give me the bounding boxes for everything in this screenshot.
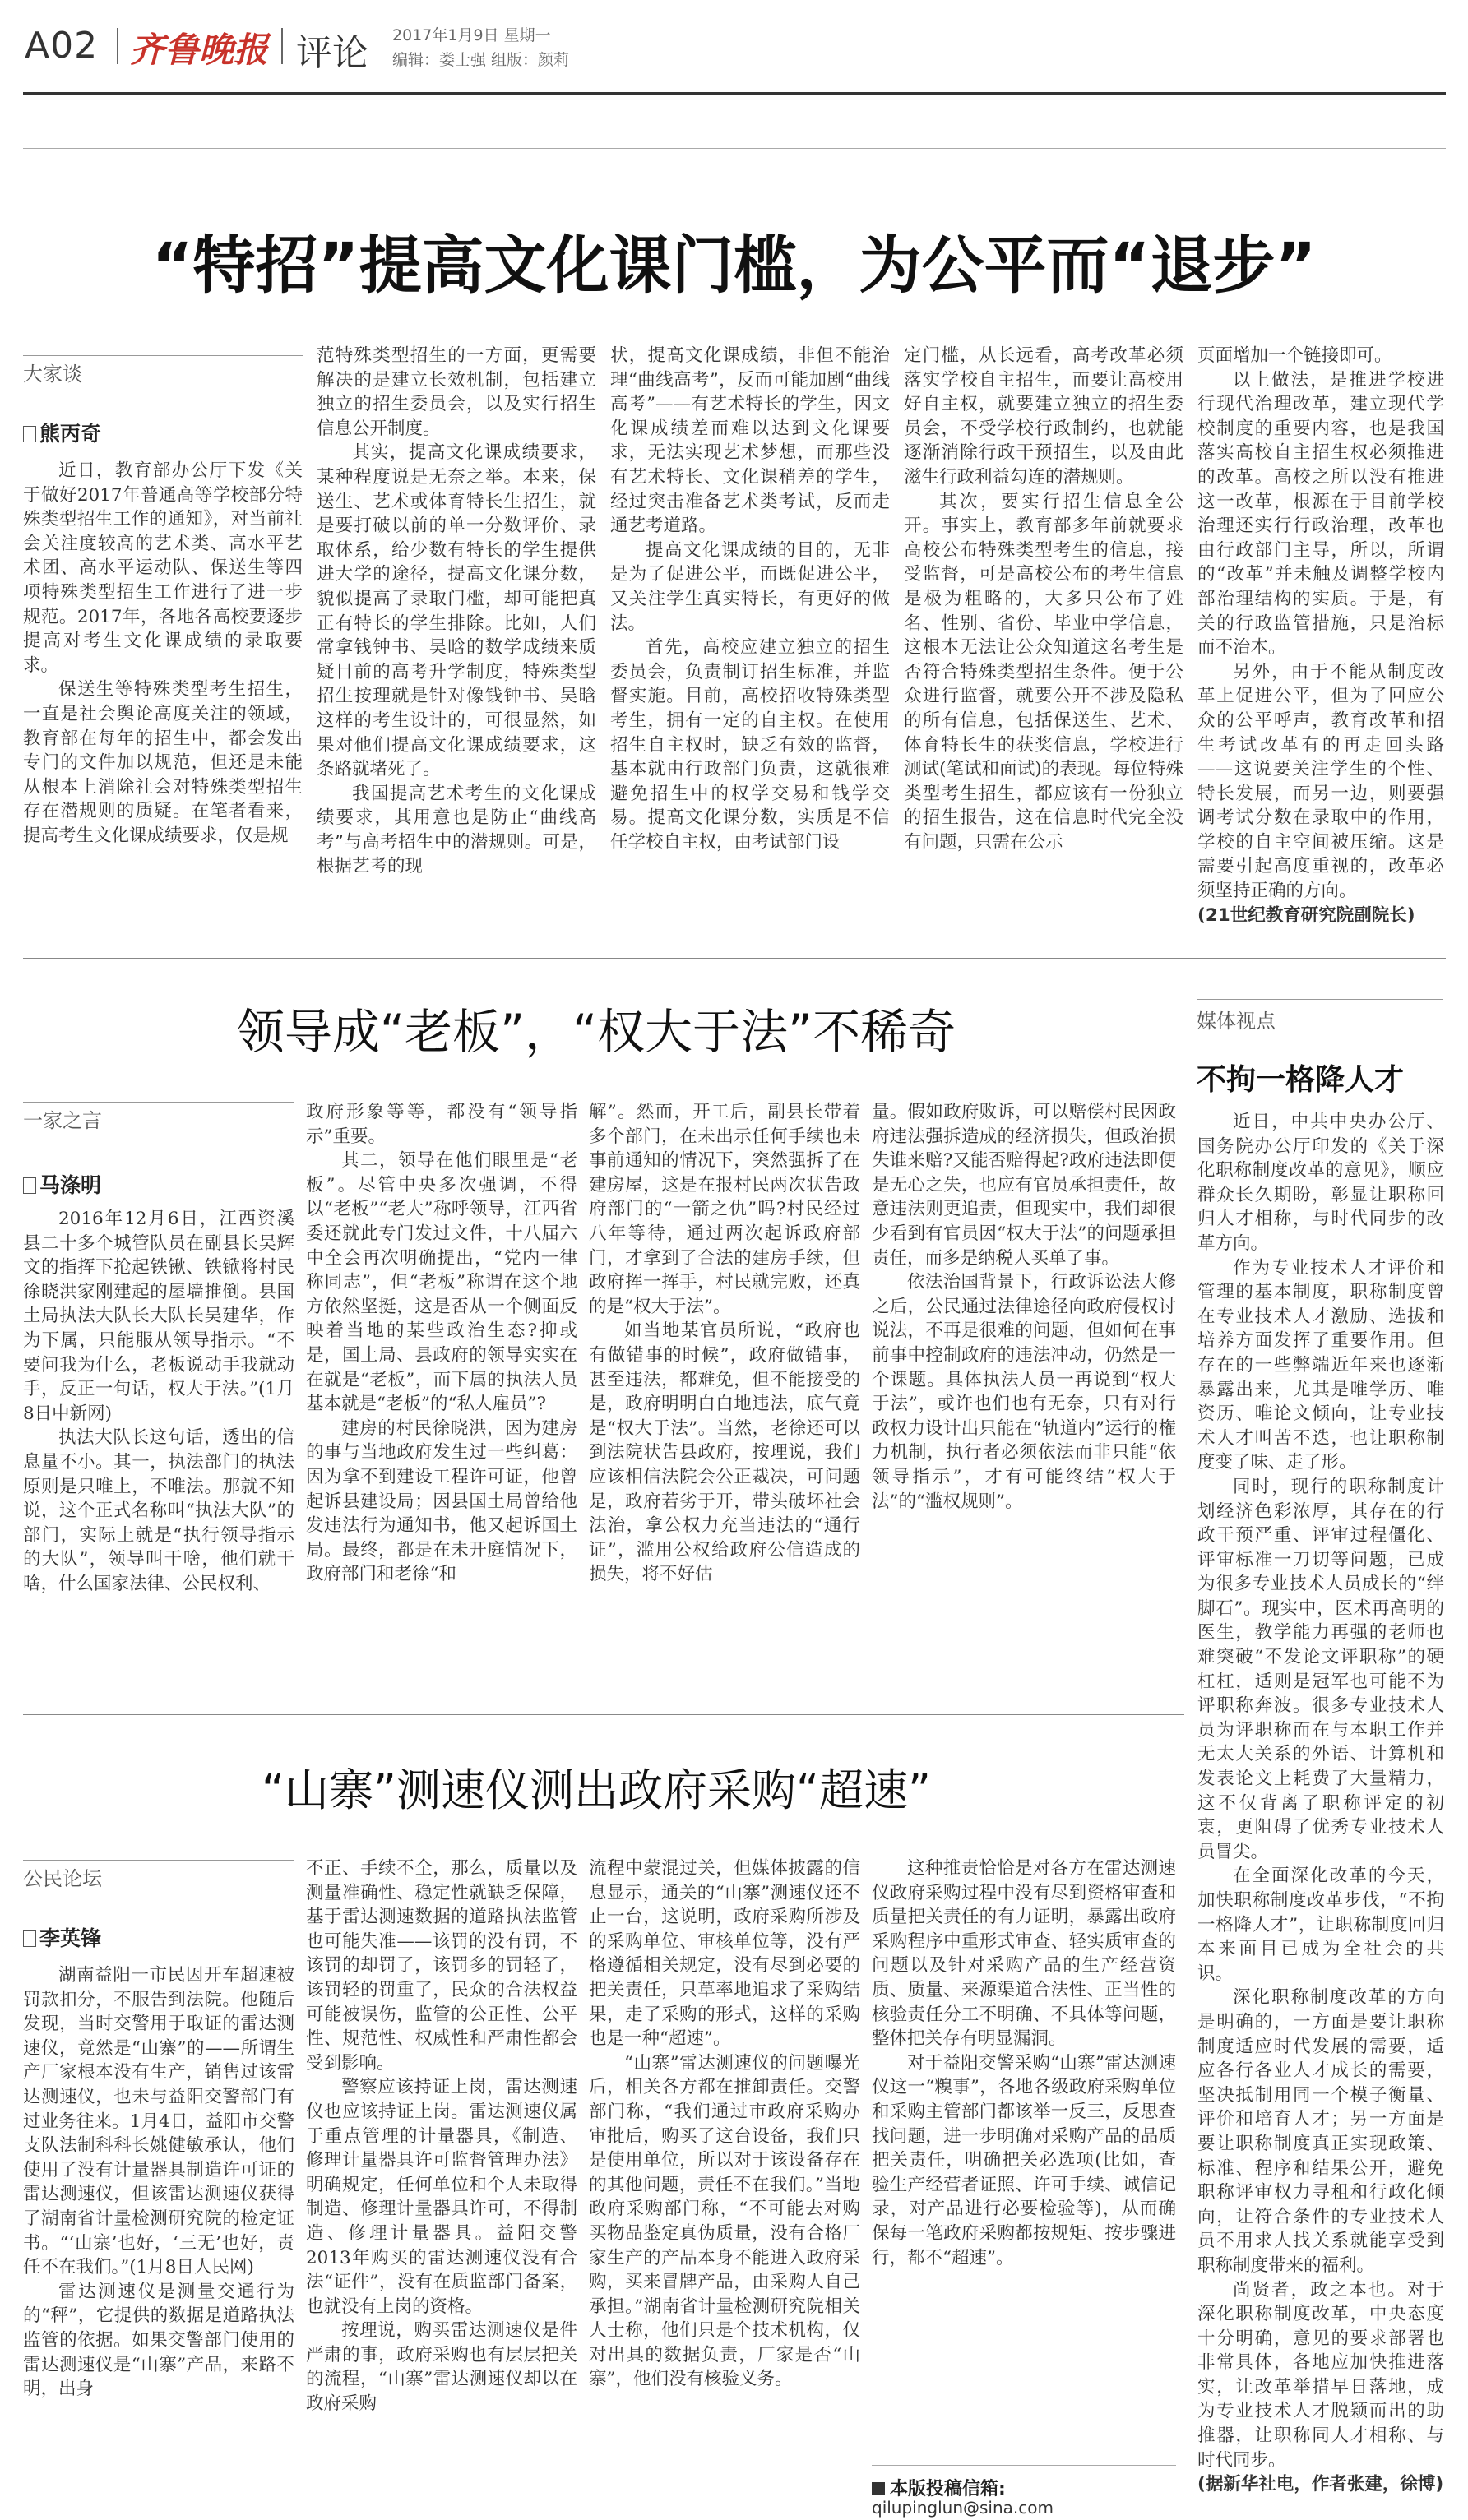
article-title: 领导成“老板”，“权大于法”不稀奇 (236, 1004, 956, 1060)
paragraph: 其二，领导在他们眼里是“老板”。尽管中央多次强调，不得以“老板”“老大”称呼领导，江西省委还就此专门发过文件，十八届六中全会再次明确提出，“党内一律称同志”，但“老板”称谓在这个地方依然坚挺，这是否从一个侧面反映着当地的某些政治生态?抑或是，国土局、县政府的领导实实在在就是“老板”，而下属的执法人员基本就是“老板”的“私人雇员”? (306, 1150, 577, 1415)
article-column (317, 344, 596, 936)
column-name: 一家之言 (23, 1102, 294, 1133)
paragraph: 定门槛，从长远看，高考改革必须落实学校自主招生，而要让高校用好自主权，就要建立独立的招生委员会，不受学校行政制约，也就能逐渐消除行政干预招生，以及由此滋生行政利益勾连的潜规则。 (904, 345, 1183, 488)
paragraph: 对于益阳交警采购“山寨”雷达测速仪这一“糗事”，各地各级政府采购单位和采购主管部门都该举一反三，反思查找问题，进一步明确对采购产品的品质把关责任，明确把关必选项(比如，查验生产经营者证照、许可手续、诚信记录，对产品进行必要检验等)，从而确保每一笔政府采购都按规矩、按步骤进行，都不“超速”。 (872, 2052, 1176, 2268)
article-column (306, 1100, 577, 1700)
top-rule (23, 148, 1446, 149)
article-column (306, 1856, 577, 2506)
paragraph: 2016年12月6日，江西资溪县二十多个城管队员在副县长吴辉文的指挥下抢起铁锹、铁锨将村民徐晓洪家刚建起的屋墙推倒。县国土局执法大队长大队长吴建华，作为下属，只能服从领导指示。“不要问我为什么，老板说动手我就动手，反正一句话，权大于法。”(1月8日中新网) (23, 1209, 294, 1424)
paragraph: 湖南益阳一市民因开车超速被罚款扣分，不服告到法院。他随后发现，当时交警用于取证的雷达测速仪，竟然是“山寨”的——所谓生产厂家根本没有生产，销售过该雷达测速仪，也未与益阳交警部门有过业务往来。1月4日，益阳市交警支队法制科科长姚健敏承认，他们使用了没有计量器具制造许可证的雷达测速仪，但该雷达测速仪获得了湖南省计量检测研究院的检定证书。“‘山寨’也好，‘三无’也好，责任不在我们。”(1月8日人民网) (23, 1965, 294, 2278)
paragraph: 范特殊类型招生的一方面，更需要解决的是建立长效机制，包括建立独立的招生委员会，以及实行招生信息公开制度。 (317, 345, 596, 439)
newspaper-logo: 齐鲁晚报 (130, 30, 269, 70)
column-name: 大家谈 (23, 355, 303, 386)
paragraph: 雷达测速仪是测量交通行为的“秤”，它提供的数据是道路执法监管的依据。如果交警部门使用的雷达测速仪是“山寨”产品，来路不明，出身 (23, 2281, 294, 2400)
submission-label (872, 2475, 1006, 2500)
author-name: 李英锋 (23, 1922, 101, 1952)
footer-rule (872, 2465, 1176, 2466)
section-rule (23, 958, 1446, 959)
article-title: “特招”提高文化课门槛，为公平而“退步” (151, 229, 1317, 302)
article-column (1197, 1110, 1444, 2508)
paragraph: 尚贤者，政之本也。对于深化职称制度改革，中央态度十分明确，意见的要求部署也非常具体，各地应加快推进落实，让改革举措早日落地，成为专业技术人才脱颖而出的助推器，让职称同人才相称、与时代同步。 (1197, 2279, 1444, 2471)
article-column (23, 459, 303, 936)
paragraph: 如当地某官员所说，“政府也有做错事的时候”，政府做错事，甚至违法，都难免，但不能接受的是，政府明明白白地违法，底气竟是“权大于法”。当然，老徐还可以到法院状告县政府，按理说，我们应该相信法院会公正裁决，可问题是，政府若劣于开，带头破坏社会法治，拿公权力充当违法的“通行证”，滥用公权给政府公信造成的损失，将不好估 (589, 1320, 860, 1585)
paragraph: 建房的村民徐晓洪，因为建房的事与当地政府发生过一些纠葛：因为拿不到建设工程许可证，他曾起诉县建设局；因县国土局曾给他发违法行为通知书，他又起诉国土局。最终，都是在未开庭情况下，政府部门和老徐“和 (306, 1417, 577, 1585)
author-affiliation: (21世纪教育研究院副院长) (1197, 904, 1415, 926)
column-name: 媒体视点 (1197, 999, 1443, 1033)
section-rule (23, 1714, 1184, 1715)
author-name: 马涤明 (23, 1169, 101, 1199)
paragraph: 依法治国背景下，行政诉讼法大修之后，公民通过法律途径向政府侵权讨说法，不再是很难的问题，但如何在事前事中控制政府的违法冲动，仍然是一个课题。具体执法人员一再说到“权大于法”，或许也们也有无奈，只有对行政权力设计出只能在“轨道内”运行的権力机制，执行者必须依法而非只能“依领导指示”，才有可能终结“权大于法”的“滥权规则”。 (872, 1272, 1176, 1512)
paragraph: 作为专业技术人才评价和管理的基本制度，职称制度曾在专业技术人才激励、选拔和培养方面发挥了重要作用。但存在的一些弊端近年来也逐渐暴露出来，尤其是唯学历、唯资历、唯论文倾向，让专业技术人才叫苦不迭，也让职称制度变了味、走了形。 (1197, 1257, 1444, 1473)
header-divider (117, 28, 118, 64)
article-column (872, 1856, 1176, 2457)
paragraph: 量。假如政府败诉，可以赔偿村民因政府违法强拆造成的经济损失，但政治损失谁来赔?又能否赔得起?政府违法即便是无心之失，也应有官员承担责任，故意违法则更追责，但现实中，我们却很少看到有官员因“权大于法”的问题承担责任，而多是纳税人买单了事。 (872, 1102, 1176, 1269)
paragraph: 近日，教育部办公厅下发《关于做好2017年普通高等学校部分特殊类型招生工作的通知》，对当前社会关注度较高的艺术类、高水平艺术团、高水平运动队、保送生等四项特殊类型招生工作进行了进一步规范。2017年，各地各高校要逐步提高对考生文化课成绩的录取要求。 (23, 460, 303, 676)
article-column (23, 1963, 294, 2506)
paragraph: 政府形象等等，都没有“领导指示”重要。 (306, 1102, 577, 1147)
paragraph: 执法大队长这句话，透出的信息量不小。其一，执法部门的执法原则是只唯上，不唯法。那就不知说，这个正式名称叫“执法大队”的部门，实际上就是“执行领导指示的大队”，领导叫干啥，他们就干啥，什么国家法律、公民权利、 (23, 1427, 294, 1594)
paragraph: 保送生等特殊类型考生招生，一直是社会舆论高度关注的领域，教育部在每年的招生中，都会发出专门的文件加以规范，但还是未能从根本上消除社会对特殊类型招生存在潜规则的质疑。在笔者看来，提高考生文化课成绩要求，仅是规 (23, 679, 303, 846)
article-title: “山寨”测速仪测出政府采购“超速” (262, 1764, 931, 1816)
article-column (23, 1207, 294, 1700)
paragraph: 首先，高校应建立独立的招生委员会，负责制订招生标准，并监督实施。目前，高校招收特殊类型考生，拥有一定的自主权。在使用招生自主权时，缺乏有效的监督，基本就由行政部门负责，这就很难避免招生中的权学交易和钱学交易。提高文化课分数，实质是不信任学校自主权，由考试部门设 (610, 637, 890, 853)
paragraph: 在全面深化改革的今天，加快职称制度改革步伐，“不拘一格降人才”，让职称制度回归本来面目已成为全社会的共识。 (1197, 1866, 1444, 1984)
article-column (904, 344, 1183, 936)
paragraph: 提高文化课成绩的目的，无非是为了促进公平，而既促进公平，又关注学生真实特长，有更好的做法。 (610, 539, 890, 634)
source-credit: (据新华社电，作者张建，徐博) (1197, 2474, 1444, 2495)
article-title: 不拘一格降人才 (1197, 1063, 1405, 1097)
paragraph: 其次，要实行招生信息全公开。事实上，教育部多年前就要求高校公布特殊类型考生的信息，接受监督，可是高校公布的考生信息是极为粗略的，大多只公布了姓名、性别、省份、毕业中学信息，这根本无法让公众知道这名考生是否符合特殊类型招生条件。便于公众进行监督，就要公开不涉及隐私的所有信息，包括保送生、艺术、体育特长生的获奖信息，学校进行测试(笔试和面试)的表现。每位特殊类型考生招生，都应该有一份独立的招生报告，这在信息时代完全没有问题，只需在公示 (904, 491, 1183, 853)
paragraph: 这种推责恰恰是对各方在雷达测速仪政府采购过程中没有尽到资格审查和质量把关责任的有力证明，暴露出政府采购程序中重形式审查、轻实质审查的问题以及针对采购产品的生产经营资质、质量、来源渠道合法性、正当性的核验责任分工不明确、不具体等问题，整体把关存有明显漏洞。 (872, 1858, 1176, 2050)
paragraph: 状，提高文化课成绩，非但不能治理“曲线高考”，反而可能加剧“曲线高考”——有艺术特长的学生，因文化课成绩差而难以达到文化课要求，无法实现艺术梦想，而那些没有艺术特长、文化课稍差的学生，经过突击准备艺术类考试，反而走通艺考道路。 (610, 345, 890, 537)
header-rule (23, 92, 1446, 95)
paragraph: 同时，现行的职称制度计划经济色彩浓厚，其存在的行政干预严重、评审过程僵化、评审标准一刀切等问题，已成为很多专业技术人员成长的“绊脚石”。现实中，医术再高明的医生，教学能力再强的老师也难突破“不发论文评职称”的硬杠杠，适则是冠军也可能不为评职称奔波。很多专业技术人员为评职称而在与本职工作并无太大关系的外语、计算机和发表论文上耗费了大量精力，这不仅背离了职称评定的初衷，更阻碍了优秀专业技术人员冒尖。 (1197, 1476, 1444, 1862)
section-name: 评论 (296, 32, 368, 74)
paragraph: “山寨”雷达测速仪的问题曝光后，相关各方都在推卸责任。交警部门称，“我们通过市政府采购办审批后，购买了这台设备，我们只是使用单位，所以对于该设备存在的其他问题，责任不在我们。”当地政府采购部门称，“不可能去对购买物品鉴定真伪质量，没有合格厂家生产的产品本身不能进入政府采购，买来冒牌产品，由采购人自己承担。”湖南省计量检测研究院相关人士称，他们只是个技术机构，仅对出具的数据负责，厂家是否“山寨”，他们没有核验义务。 (589, 2052, 860, 2390)
author-name: 熊丙奇 (23, 418, 101, 447)
paragraph: 以上做法，是推进学校进行现代治理改革，建立现代学校制度的重要内容，也是我国落实高校自主招生权必须推进的改革。高校之所以没有推进这一改革，根源在于目前学校治理还实行行政治理，改革也由行政部门主导，所以，所谓的“改革”并未触及调整学校内部治理结构的实质。于是，有关的行政监管措施，只是治标而不治本。 (1197, 369, 1444, 659)
paragraph: 按理说，购买雷达测速仪是件严肃的事，政府采购也有层层把关的流程，“山寨”雷达测速仪却以在政府采购 (306, 2320, 577, 2415)
square-bullet-icon (872, 2482, 885, 2495)
page-number: A02 (25, 25, 99, 67)
paragraph: 流程中蒙混过关，但媒体披露的信息显示，通关的“山寨”测速仪还不止一台，这说明，政府采购所涉及的采购单位、审核单位等，没有严格遵循相关规定，没有尽到必要的把关责任，只草率地追求了采购结果，走了采购的形式，这样的采购也是一种“超速”。 (589, 1858, 860, 2050)
header-divider (281, 28, 283, 64)
column-name: 公民论坛 (23, 1860, 294, 1891)
issue-date: 2017年1月9日 星期一 (392, 26, 551, 44)
paragraph: 不正、手续不全，那么，质量以及测量准确性、稳定性就缺乏保障，基于雷达测速数据的道路执法监管也可能失准——该罚的没有罚，不该罚的却罚了，该罚多的罚轻了，该罚轻的罚重了，民众的合法权益可能被误伤，监管的公正性、公平性、规范性、权威性和严肃性都会受到影响。 (306, 1858, 577, 2074)
editor-credits: 编辑：娄士强 组版：颜莉 (392, 51, 570, 69)
article-column (589, 1100, 860, 1700)
article-column (872, 1100, 1176, 1700)
paragraph: 页面增加一个链接即可。 (1197, 345, 1392, 366)
article-column (589, 1856, 860, 2506)
paragraph: 另外，由于不能从制度改革上促进公平，但为了回应公众的公平呼声，教育改革和招生考试改革有的再走回头路——这说要关注学生的个性、特长发展，而另一边，则要强调考试分数在录取中的作用，学校的自主空间被压缩。这是需要引起高度重视的，改革必须坚持正确的方向。 (1197, 661, 1444, 902)
article-column (610, 344, 890, 936)
paragraph: 深化职称制度改革的方向是明确的，一方面是要让职称制度适应时代发展的需要，适应各行各业人才成长的需要，坚决抵制用同一个模子衡量、评价和培育人才；另一方面是要让职称制度真正实现政策、标准、程序和结果公开，避免职称评审权力寻租和行政化倾向，让符合条件的专业技术人员不用求人找关系就能享受到职称制度带来的福利。 (1197, 1987, 1444, 2276)
paragraph: 其实，提高文化课成绩要求，某种程度说是无奈之举。本来，保送生、艺术或体育特长生招生，就是要打破以前的单一分数评价、录取体系，给少数有特长的学生提供进大学的途径，提高文化课分数，貌似提高了录取门槛，却可能把真正有特长的学生排除。比如，人们常拿钱钟书、吴晗的数学成绩来质疑目前的高考升学制度，特殊类型招生按理就是针对像钱钟书、吴晗这样的考生设计的，可很显然，如果对他们提高文化课成绩要求，这条路就堵死了。 (317, 442, 596, 780)
submission-label-text: 本版投稿信箱: (890, 2479, 1006, 2499)
paragraph: 解”。然而，开工后，副县长带着多个部门，在未出示任何手续也未事前通知的情况下，突然强拆了在建房屋，这是在报村民两次状告政府部门的“一箭之仇”吗?村民经过八年等待，通过两次起诉政府部门，才拿到了合法的建房手续，但政府挥一挥手，村民就完败，还真的是“权大于法”。 (589, 1102, 860, 1317)
paragraph: 警察应该持证上岗，雷达测速仪也应该持证上岗。雷达测速仪属于重点管理的计量器具，《制造、修理计量器具许可监督管理办法》明确规定，任何单位和个人未取得制造、修理计量器具许可，不得制造、修理计量器具。益阳交警2013年购买的雷达测速仪没有合法“证件”，没有在质监部门备案，也就没有上岗的资格。 (306, 2077, 577, 2317)
paragraph: 我国提高艺术考生的文化课成绩要求，其用意也是防止“曲线高考”与高考招生中的潜规则。可是，根据艺考的现 (317, 783, 596, 877)
submission-email[interactable]: qilupinglun@sina.com (872, 2498, 1054, 2518)
article-column (1197, 344, 1444, 936)
paragraph: 近日，中共中央办公厅、国务院办公厅印发的《关于深化职称制度改革的意见》，顺应群众长久期盼，彰显让职称回归人才相称，与时代同步的改革方向。 (1197, 1112, 1444, 1254)
